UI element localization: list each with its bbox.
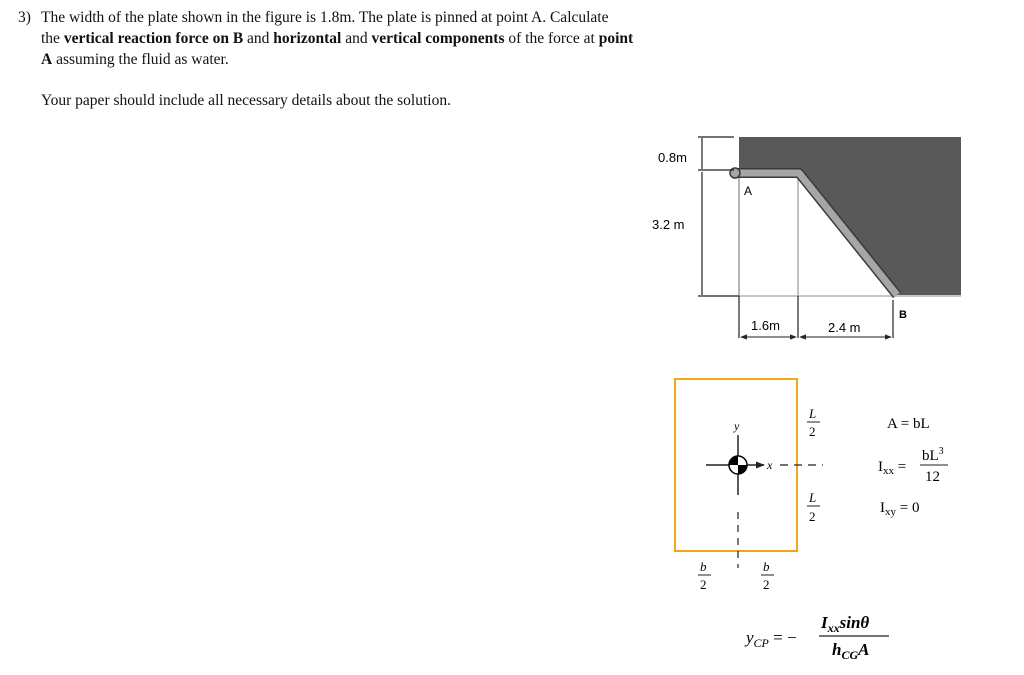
centroid-symbol — [729, 456, 747, 474]
b-half-left — [698, 559, 711, 592]
ixy-formula — [880, 500, 919, 518]
equals: = — [894, 459, 907, 475]
symbol: h — [832, 640, 842, 659]
fraction-denominator: 2 — [763, 577, 770, 592]
fraction-denominator: 2 — [700, 577, 707, 592]
water-region — [739, 137, 961, 296]
formula-ixx — [878, 446, 948, 485]
ycp-lhs — [744, 628, 797, 650]
text-run-bold: A — [41, 51, 53, 68]
subscript: xx — [883, 465, 894, 477]
ixx-denominator: 12 — [925, 469, 940, 485]
ixx-lhs — [878, 459, 906, 477]
problem-line-1: The width of the plate shown in the figure is 1.8m. The plate is pinned at point A. Calculate — [41, 9, 609, 26]
text-run-bold: horizontal — [273, 30, 342, 47]
text-run: the — [41, 30, 64, 47]
point-B-label: B — [899, 309, 907, 321]
instructions-note: Your paper should include all necessary details about the solution. — [41, 92, 451, 109]
rhs: = 0 — [896, 500, 920, 516]
point-A-label: A — [744, 184, 753, 198]
symbol: y — [746, 628, 754, 647]
formula-ycp — [744, 613, 889, 662]
area-formula: A = bL — [887, 416, 930, 432]
symbol: A — [858, 640, 870, 659]
ycp-numerator — [820, 613, 869, 635]
gate-figure — [652, 137, 961, 338]
dim-0p8-label: 0.8m — [658, 150, 687, 165]
equals: = − — [768, 628, 797, 647]
text-run: assuming the fluid as water. — [52, 51, 229, 68]
L-half-top — [807, 406, 820, 439]
subscript: CP — [753, 636, 769, 650]
text-run: and — [243, 30, 274, 47]
symbol: I — [880, 500, 885, 516]
text-run-bold: point — [598, 30, 634, 47]
fraction-denominator: 2 — [809, 424, 816, 439]
fraction-denominator: 2 — [809, 509, 816, 524]
dim-3p2-label: 3.2 m — [652, 217, 685, 232]
symbol: bL — [922, 448, 939, 464]
formula-ixy — [880, 500, 919, 518]
fraction-numerator: b — [763, 559, 770, 574]
symbol: I — [821, 613, 828, 632]
dim-2p4-label: 2.4 m — [828, 320, 861, 335]
text-run: and — [341, 30, 372, 47]
L-half-bottom — [807, 490, 820, 524]
y-axis-label: y — [734, 419, 740, 433]
text-run-bold: vertical reaction force on B — [63, 30, 244, 47]
b-half-right — [761, 559, 774, 592]
text-run: of the force at — [504, 30, 599, 47]
fraction-numerator: L — [809, 406, 817, 421]
fraction-numerator: L — [809, 490, 817, 505]
text-run-bold: vertical components — [371, 30, 505, 47]
symbol: sinθ — [839, 613, 870, 632]
x-axis-label: x — [767, 458, 773, 472]
problem-number: 3) — [18, 9, 31, 26]
subscript: CG — [841, 648, 859, 662]
fraction-numerator: b — [700, 559, 707, 574]
symbol: I — [878, 459, 883, 475]
subscript: xx — [827, 621, 840, 635]
subscript: xy — [885, 506, 896, 518]
dim-1p6-label: 1.6m — [751, 318, 780, 333]
superscript: 3 — [938, 446, 944, 457]
formula-area — [887, 416, 930, 432]
ixx-numerator — [922, 446, 944, 464]
section-figure — [675, 379, 823, 592]
ycp-denominator — [832, 640, 869, 662]
